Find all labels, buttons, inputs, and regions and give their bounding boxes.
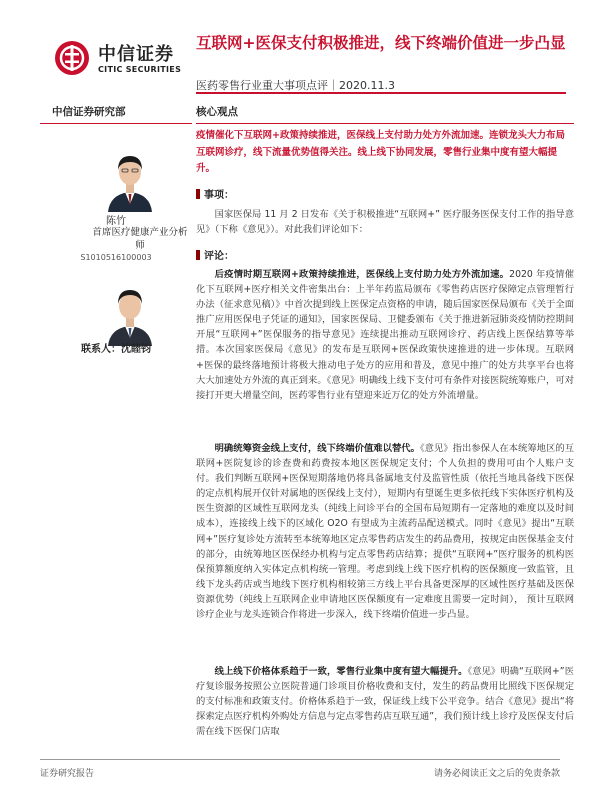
footer-disclaimer-note: 请务必阅读正文之后的免责条款 [433,769,560,779]
fact-heading-label: 事项： [204,190,234,201]
analyst-photo-icon [102,148,158,212]
report-body [196,104,574,738]
comment-paragraph-3 [196,664,574,739]
heading-marker [196,250,200,260]
comment-heading [196,247,234,262]
fact-heading [196,186,234,201]
logo-chinese-name: 中信证券 [98,44,174,65]
title-divider [196,92,566,94]
paragraph-text: 《意见》指出参保人在本统筹地区的互联网+医院复诊的诊查费和药费按本地区医保规定支付；个人负担的费用可由个人账户支付。我们判断互联网+医保短期落地仍将具备属地支付及监管性质（依托当地具备线下医保的定点机构展开仅针对属地的医保线上支付），短期内有望诞生更多依托线下实体医疗机构及医生资源的区域性互联网龙头（纯线上问诊平台的全国布局短期有一定落地的难度以及时间成本），连接线上线下的区域化 O2O 有望成为主流药品配送模式。同时《意见》提出“互联网+”医疗复诊处方流转至本统筹地区定点零售药店发生的药品费用，按规定由医保基金支付的部分，由统筹地区医保经办机构与定点零售药店结算；提供“互联网+”医疗服务的机构医保预算额度纳入实体定点机构统一管理。考虑到线上线下医疗机构的医保额度一致监管，且线下龙头药店或当地线下医疗机构相较第三方线上平台具备更深厚的区域性医疗基础及医保资源优势（纯线上互联网企业申请地区医保额度有一定难度且需要一定时间）， 预计互联网诊疗企业与龙头连锁合作将进一步深入，线下终端价值进一步凸显。 [196,443,574,621]
citic-logo [54,38,204,84]
comment-heading-label: 评论： [204,251,234,262]
contact-person: 联系人：沈睦钧 [81,344,151,355]
report-title: 互联网+医保支付积极推进，线下终端价值进一步凸显 [196,34,566,52]
analyst-sidebar [40,104,192,355]
report-subtitle: 医药零售行业重大事项点评｜2020.11.3 [196,79,395,92]
paragraph-text: 2020 年疫情催化下互联网+医疗相关文件密集出台：上半年药监局颁布《零售药店医疗保障定点管理暂行办法（征求意见稿）》中首次提到线上医保定点资格的申请，随后国家医保局颁布《关于全面推广应用医保电子凭证的通知》，国家医保局、卫健委颁布《关于推进新冠肺炎疫情防控期间开展“互联网+”医保服务的指导意见》连续提出推动互联网诊疗、药店线上医保结算等举措。本次国家医保局《意见》的发布是互联网+医保政策快速推进的进一步体现。互联网+医保的最终落地预计将极大推动电子处方的应用和普及，意见中推广的处方共享平台也将大大加速处方外流的真正到来。《意见》明确线上线下支付可有条件对接医院统筹账户，可对接打开更大增量空间，医药零售行业有望迎来近万亿的处方外流增量。 [196,269,574,401]
paragraph-lead: 后疫情时期互联网+政策持续推进，医保线上支付助力处方外流加速。 [214,269,510,280]
analyst-name: 陈竹 [106,216,126,227]
analyst-role: 首席医疗健康产业分析师 [92,227,188,251]
paragraph-text: 《意见》明确“互联网+”医疗复诊服务按照公立医院普通门诊项目价格收费和支付，发生的药品费用比照线下医保规定的支付标准和政策支付。价格体系趋于一致，保证线上线下公平竞争。结合《意见》提出“将探索定点医疗机构外购处方信息与定点零售药店互联互通”，我们预计线上诊疗及医保支付后需在线下医保门店取 [196,666,574,738]
footer-divider [40,759,560,760]
analyst-cert-id: S1010516100003 [80,253,152,262]
heading-marker [196,189,200,199]
contact-photo-icon [102,282,158,346]
paragraph-lead: 线上线下价格体系趋于一致，零售行业集中度有望大幅提升。 [214,666,468,677]
logo-english-name: CITIC SECURITIES [98,65,182,74]
research-dept-title: 中信证券研究部 [40,104,192,124]
core-view-text: 疫情催化下互联网+政策持续推进，医保线上支付助力处方外流加速。连锁龙头大力布局互联网诊疗，线下流量优势值得关注。线上线下协同发展，零售行业集中度有望大幅提升。 [196,130,565,174]
core-view-heading: 核心观点 [196,104,574,124]
comment-paragraph-2 [196,441,574,622]
paragraph-lead: 明确统筹资金线上支付，线下终端价值难以替代。 [214,443,420,454]
comment-paragraph-1 [196,267,574,403]
fact-paragraph: 国家医保局 11 月 2 日发布《关于积极推进“互联网+” 医疗服务医保支付工作的指导意见》（下称《意见》）。对此我们评论如下： [196,209,574,236]
citic-logo-icon [54,40,90,76]
footer-report-type: 证券研究报告 [40,769,95,779]
report-header [0,0,600,102]
